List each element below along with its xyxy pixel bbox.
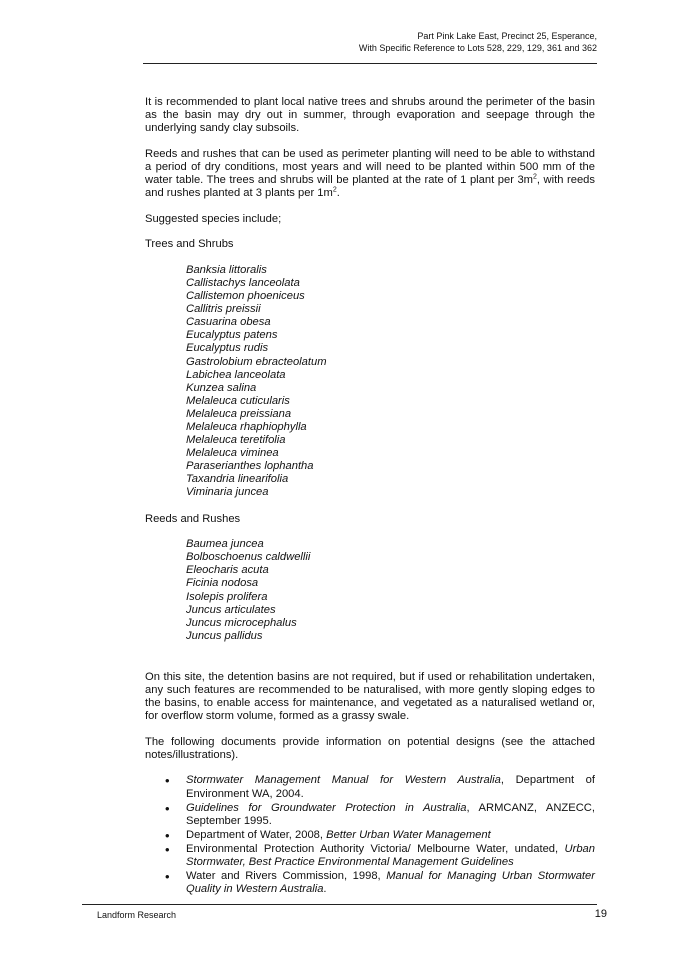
paragraph-reeds-rushes bbox=[145, 148, 595, 200]
species-item: Eucalyptus patens bbox=[186, 329, 278, 342]
trees-shrubs-list bbox=[186, 264, 595, 500]
paragraph-planting: It is recommended to plant local native trees and shrubs around the perimeter of the basin as the basin may dry out in summer, through evaporation and seepage through the underlying sandy clay subsoils. bbox=[145, 96, 595, 135]
species-item: Paraserianthes lophantha bbox=[186, 460, 314, 473]
page-body bbox=[145, 96, 595, 897]
running-header bbox=[359, 30, 597, 54]
suggested-species-label: Suggested species include; bbox=[145, 212, 282, 225]
species-item: Callitris preissii bbox=[186, 303, 261, 316]
spacer bbox=[145, 656, 595, 671]
species-item: Viminaria juncea bbox=[186, 486, 269, 499]
reference-item bbox=[186, 829, 595, 842]
ref-prefix: Water and Rivers Commission, 1998, bbox=[186, 870, 387, 883]
footer-rule bbox=[82, 904, 597, 905]
species-item: Taxandria linearifolia bbox=[186, 473, 289, 486]
reference-item bbox=[186, 870, 595, 896]
species-item: Eleocharis acuta bbox=[186, 564, 269, 577]
species-item: Isolepis prolifera bbox=[186, 590, 268, 603]
species-item: Kunzea salina bbox=[186, 381, 257, 394]
ref-title: Stormwater Management Manual for Western Australia bbox=[186, 774, 501, 787]
species-item: Melaleuca cuticularis bbox=[186, 394, 290, 407]
reeds-rushes-heading: Reeds and Rushes bbox=[145, 512, 241, 525]
ref-title: Better Urban Water Management bbox=[326, 828, 491, 841]
ref-title: Urban Stormwater, Best Practice Environmental Management Guidelines bbox=[186, 842, 595, 868]
species-item: Callistemon phoeniceus bbox=[186, 290, 305, 303]
reeds-rushes-list bbox=[186, 538, 595, 643]
ref-suffix: , ARMCANZ, ANZECC, September 1995. bbox=[186, 801, 595, 827]
ref-title: Guidelines for Groundwater Protection in Australia bbox=[186, 801, 467, 814]
species-item: Bolboschoenus caldwellii bbox=[186, 551, 311, 564]
species-item: Melaleuca teretifolia bbox=[186, 434, 286, 447]
para2-text: Reeds and rushes that can be used as perimeter planting will need to be able to withstand a period of dry conditions, most years and will need to be planted within 500 mm of the water table. The trees and shrubs will be planted at the rate of 1 plant per 3m bbox=[145, 147, 595, 186]
species-item: Melaleuca preissiana bbox=[186, 407, 292, 420]
species-item: Melaleuca viminea bbox=[186, 447, 279, 460]
ref-prefix: Environmental Protection Authority Victoria/ Melbourne Water, undated, bbox=[186, 842, 565, 855]
para2-mid: , with reeds and rushes planted at 3 plants per 1m bbox=[145, 173, 595, 200]
superscript-squared-2: 2 bbox=[332, 186, 337, 194]
species-item: Melaleuca rhaphiophylla bbox=[186, 420, 307, 433]
para2-end: . bbox=[336, 187, 340, 200]
species-item: Juncus microcephalus bbox=[186, 616, 297, 629]
species-item: Callistachys lanceolata bbox=[186, 276, 300, 289]
footer-author: Landform Research bbox=[97, 910, 177, 920]
species-item: Labichea lanceolata bbox=[186, 368, 286, 381]
paragraph-detention-basins: On this site, the detention basins are not required, but if used or rehabilitation undertaken, any such features are recommended to be naturalised, with more gently sloping edges to the basins, to enable access for maintenance, and vegetated as a naturalised wetland or, for overflow storm volume, formed as a grassy swale. bbox=[145, 670, 595, 723]
page-number: 19 bbox=[594, 908, 607, 920]
reference-item bbox=[186, 843, 595, 869]
species-item: Banksia littoralis bbox=[186, 263, 267, 276]
reference-item bbox=[186, 774, 595, 800]
species-item: Juncus pallidus bbox=[186, 629, 263, 642]
reference-item bbox=[186, 802, 595, 828]
species-item: Eucalyptus rudis bbox=[186, 342, 269, 355]
species-item: Casuarina obesa bbox=[186, 316, 271, 329]
header-line-1: Part Pink Lake East, Precinct 25, Esperance, bbox=[417, 31, 597, 41]
header-line-2: With Specific Reference to Lots 528, 229, 129, 361 and 362 bbox=[358, 43, 597, 53]
species-item: Gastrolobium ebracteolatum bbox=[186, 355, 327, 368]
species-item: Ficinia nodosa bbox=[186, 577, 259, 590]
ref-prefix: Department of Water, 2008, bbox=[186, 828, 327, 841]
reference-list bbox=[145, 774, 595, 896]
ref-title: Manual for Managing Urban Stormwater Quality in Western Australia bbox=[186, 870, 595, 896]
ref-suffix: , Department of Environment WA, 2004. bbox=[186, 774, 595, 800]
trees-shrubs-heading: Trees and Shrubs bbox=[145, 238, 234, 251]
header-rule bbox=[143, 63, 597, 64]
species-item: Baumea juncea bbox=[186, 538, 264, 551]
paragraph-documents-intro: The following documents provide information on potential designs (see the attached notes/illustrations). bbox=[145, 735, 595, 761]
superscript-squared-1: 2 bbox=[533, 173, 537, 181]
species-item: Juncus articulates bbox=[186, 603, 276, 616]
ref-suffix: . bbox=[323, 883, 327, 896]
